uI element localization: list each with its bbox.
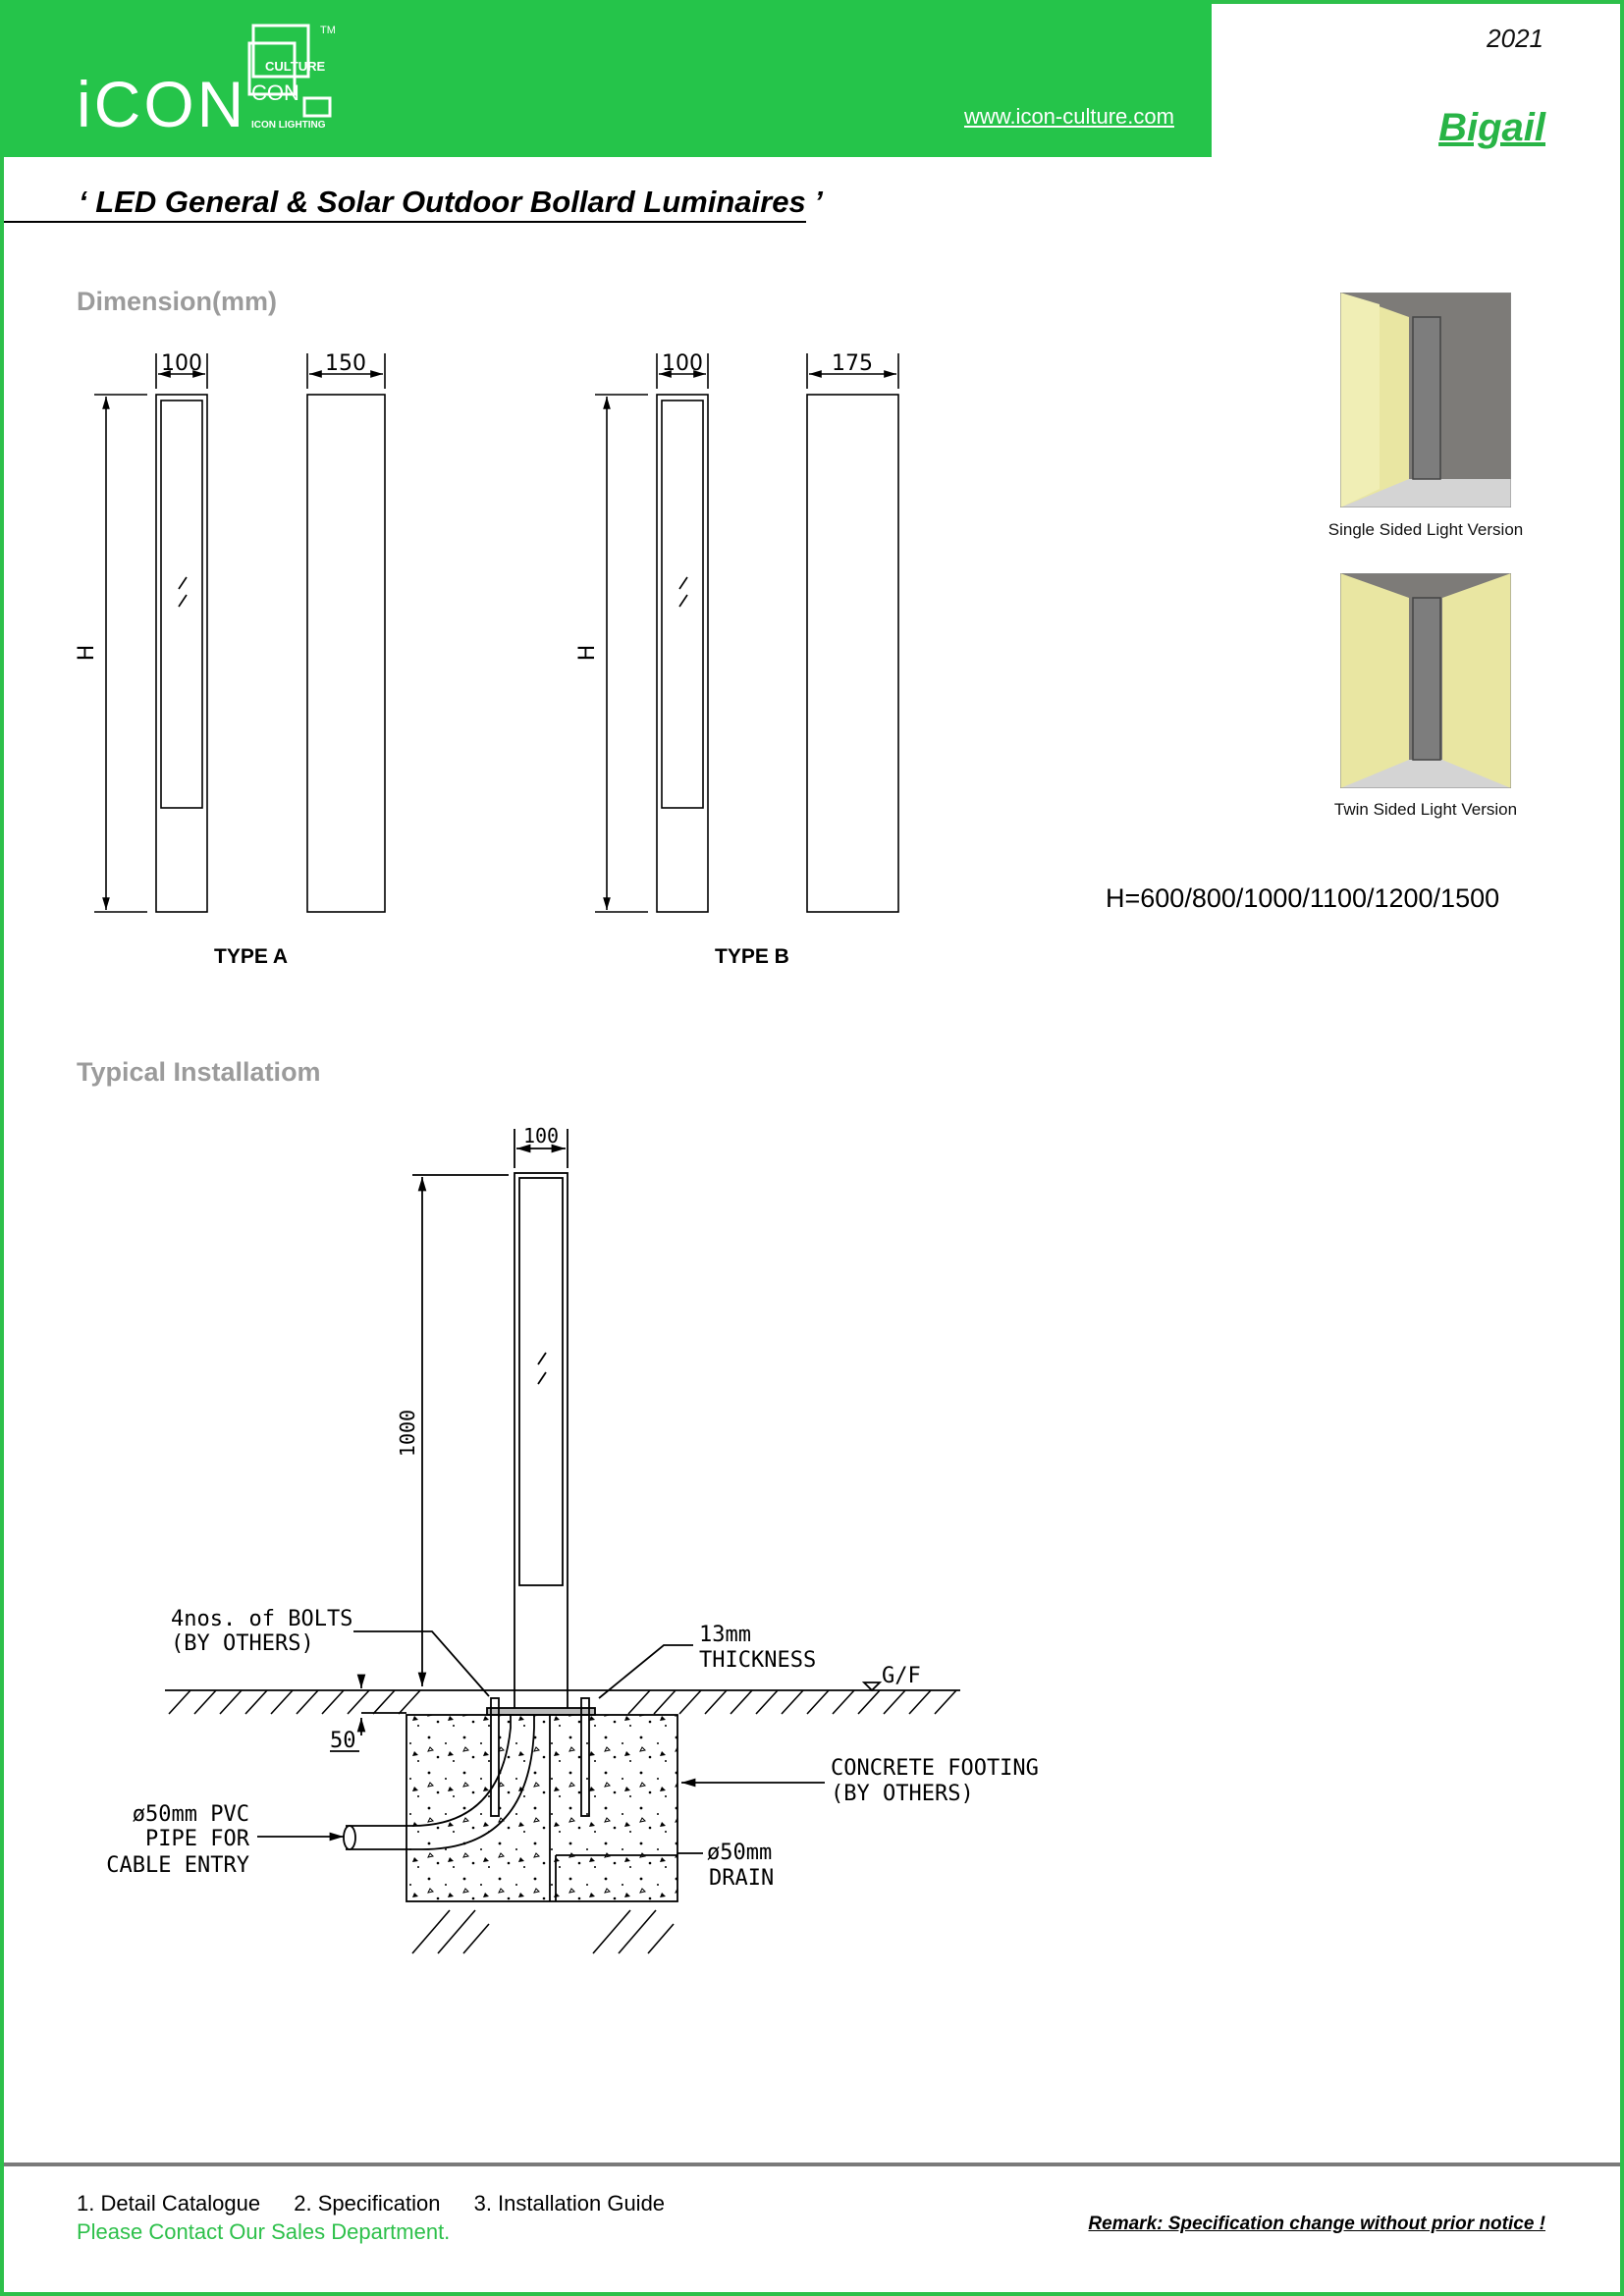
installation-heading: Typical Installatiom (77, 1057, 321, 1087)
install-top-width: 100 (522, 1124, 560, 1148)
pipe-label-3: CABLE ENTRY (106, 1853, 249, 1878)
type-b-side-width: 175 (832, 351, 873, 376)
logo-badge-mid: CON (251, 80, 299, 105)
footer-link-installation-guide[interactable]: 3. Installation Guide (473, 2191, 666, 2216)
dimension-heading: Dimension(mm) (77, 287, 278, 316)
footing-label-2: (BY OTHERS) (831, 1782, 974, 1806)
depth-label: 50 (330, 1729, 356, 1753)
type-b-height-symbol: H (575, 644, 600, 662)
height-options: H=600/800/1000/1100/1200/1500 (1106, 883, 1500, 913)
drain-label-2: DRAIN (709, 1866, 775, 1891)
pipe-label-2: PIPE FOR (145, 1827, 249, 1851)
footer-links (77, 2191, 692, 2216)
type-b-label: TYPE B (715, 945, 789, 968)
logo-badge-top: CULTURE (265, 59, 326, 74)
type-b-front-width: 100 (662, 351, 703, 376)
twin-sided-caption: Twin Sided Light Version (1333, 800, 1518, 819)
type-a-side-width: 150 (325, 351, 366, 376)
footer-link-detail-catalogue[interactable]: 1. Detail Catalogue (77, 2191, 261, 2216)
footer-link-specification[interactable]: 2. Specification (294, 2191, 441, 2216)
ground-label: G/F (882, 1664, 921, 1688)
footing-label-1: CONCRETE FOOTING (831, 1756, 1039, 1781)
thickness-label-1: 13mm (699, 1623, 751, 1647)
catalogue-year: 2021 (1487, 24, 1543, 53)
page-title: ‘ LED General & Solar Outdoor Bollard Luminaires ’ (79, 185, 823, 219)
install-pole-body (514, 1173, 568, 1711)
contact-note: Please Contact Our Sales Department. (77, 2219, 451, 2244)
footer-divider (4, 2163, 1620, 2166)
thickness-label-2: THICKNESS (699, 1648, 817, 1673)
bolts-label-1: 4nos. of BOLTS (171, 1607, 353, 1631)
install-height: 1000 (396, 1409, 419, 1458)
product-name: Bigail (1438, 106, 1545, 149)
type-a-height-symbol: H (75, 644, 99, 662)
drain-label-1: ø50mm (707, 1841, 773, 1865)
logo-badge-bottom: ICON LIGHTING (251, 120, 326, 131)
install-pole-window (519, 1178, 563, 1585)
website-link[interactable]: www.icon-culture.com (964, 104, 1174, 129)
type-a-label: TYPE A (214, 945, 289, 968)
brand-logo-text: iCON (77, 68, 247, 140)
type-a-front-width: 100 (161, 351, 202, 376)
bolts-label-2: (BY OTHERS) (171, 1631, 314, 1656)
single-sided-caption: Single Sided Light Version (1327, 520, 1524, 539)
trademark: TM (320, 25, 336, 36)
pipe-label-1: ø50mm PVC (132, 1802, 249, 1827)
concrete-footing (406, 1715, 677, 1901)
remark-note: Remark: Specification change without prior notice ! (1088, 2214, 1545, 2234)
